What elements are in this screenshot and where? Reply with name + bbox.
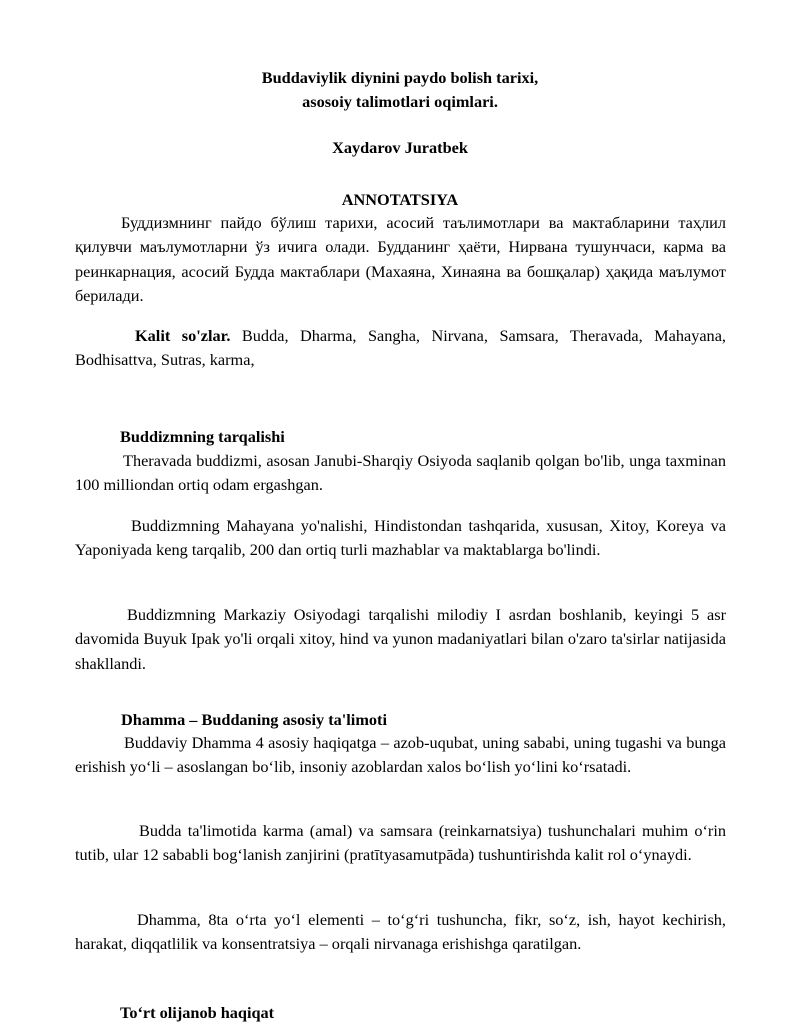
body-paragraph: Buddaviy Dhamma 4 asosiy haqiqatga – azob-uqubat, uning sababi, uning tugashi va bunga erishish yo‘li – asoslangan bo‘lib, insoniy azoblardan xalos bo‘lish yo‘lini ko‘rsatadi. [75,733,726,777]
body-paragraph: Buddizmning Mahayana yo'nalishi, Hindistondan tashqarida, xususan, Xitoy, Koreya va Yaponiyada keng tarqalib, 200 dan ortiq turli mazhablar va maktablarga bo'lindi. [75,516,726,560]
section-heading: Buddizmning tarqalishi [120,427,285,446]
keywords-label: Kalit so'zlar. [135,326,231,345]
section-heading: Dhamma – Buddaning asosiy ta'limoti [121,710,387,729]
paper-title [0,66,800,114]
annotation-text: Буддизмнинг пайдо бўлиш тарихи, асосий таълимотлари ва мактабларини таҳлил қилувчи маълумотларни ўз ичига олади. Будданинг ҳаёти, Нирвана тушунчаси, карма ва реинкарнация, асосий Будда мактаблари (Махаяна, Хинаяна ва бошқалар) ҳақида маълумот берилади. [75,213,726,305]
keywords-list: Budda, Dharma, Sangha, Nirvana, Samsara, Theravada, Mahayana, Bodhisattva, Sutras, karma, [75,326,726,370]
annotation-heading: ANNOTATSIYA [341,190,459,209]
body-paragraph: Theravada buddizmi, asosan Janubi-Sharqiy Osiyoda saqlanib qolgan bo'lib, unga taxminan 100 milliondan ortiq odam ergashgan. [75,451,726,495]
title-line-2: asosoiy talimotlari oqimlari. [302,92,498,111]
title-line-1: Buddaviylik diynini paydo bolish tarixi, [261,68,539,87]
section-heading: To‘rt olijanob haqiqat [120,1003,275,1022]
body-paragraph: Budda ta'limotida karma (amal) va samsara (reinkarnatsiya) tushunchalari muhim o‘rin tutib, ular 12 sababli bog‘lanish zanjirini (pratītyasamutpāda) tushuntirishda kalit rol o‘ynaydi. [75,821,726,865]
body-paragraph: Dhamma, 8ta o‘rta yo‘l elementi – to‘g‘ri tushuncha, fikr, so‘z, ish, hayot kechirish, harakat, diqqatlilik va konsentratsiya – orqali nirvanaga erishishga qaratilgan. [75,910,726,954]
body-paragraph: Buddizmning Markaziy Osiyodagi tarqalishi milodiy I asrdan boshlanib, keyingi 5 asr davomida Buyuk Ipak yo'li orqali xitoy, hind va yunon madaniyatlari bilan o'zaro ta'sirlar natijasida shakllandi. [75,605,726,673]
author-name: Xaydarov Juratbek [332,138,468,157]
keywords-paragraph [75,324,726,373]
